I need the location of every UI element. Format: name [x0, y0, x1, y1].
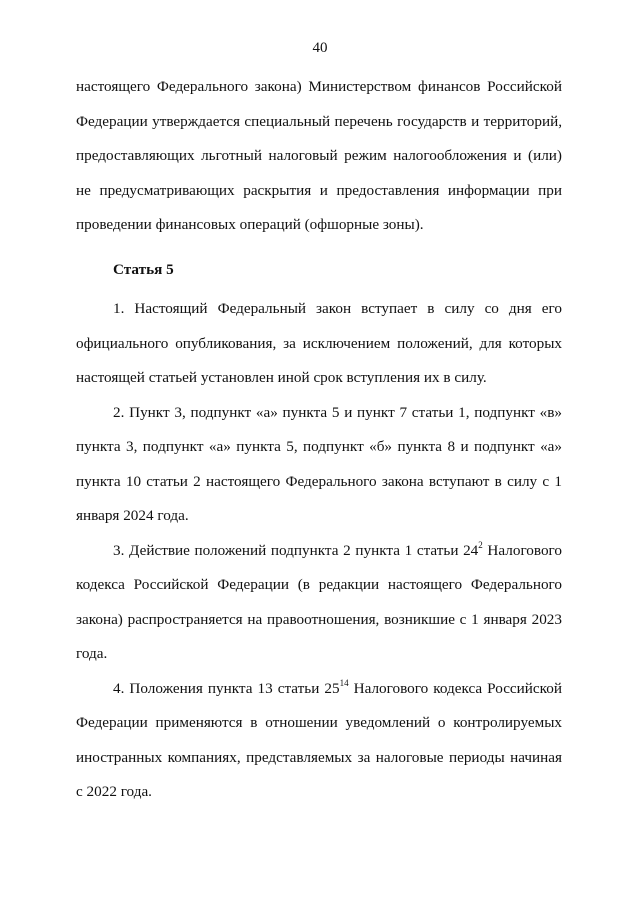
item-4-superscript: 14 — [339, 677, 349, 688]
article-item-2: 2. Пункт 3, подпункт «а» пункта 5 и пункт 7 статьи 1, подпункт «в» пункта 3, подпункт «а» пункта 5, подпункт «б» пункта 8 и подпункт «а» пункта 10 статьи 2 настоящего Федерального закона вступают в силу с 1 января 2024 года. — [76, 403, 562, 524]
article-heading: Статья 5 — [113, 260, 174, 278]
item-4-text-start: 4. Положения пункта 13 статьи 25 — [113, 679, 340, 697]
article-item-1: 1. Настоящий Федеральный закон вступает в силу со дня его официального опубликования, за исключением положений, для которых настоящей статьей установлен иной срок вступления их в силу. — [76, 300, 562, 386]
article-item-4 — [76, 672, 562, 810]
continuation-paragraph: настоящего Федерального закона) Министерством финансов Российской Федерации утверждается специальный перечень государств и территорий, предоставляющих льготный налоговый режим налогообложения и (или) не предусматривающих раскрытия и предоставления информации при проведении финансовых операций (офшорные зоны). — [76, 78, 562, 233]
item-4-text-end: Налогового кодекса Российской Федерации применяются в отношении уведомлений о контролируемых иностранных компаниях, представляемых за налоговые периоды начиная с 2022 года. — [76, 679, 562, 800]
item-3-superscript: 2 — [478, 539, 483, 550]
document-body — [76, 70, 562, 810]
article-item-3 — [76, 534, 562, 672]
item-3-text-end: Налогового кодекса Российской Федерации (в редакции настоящего Федерального закона) распространяется на правоотношения, возникшие с 1 января 2023 года. — [76, 541, 562, 662]
page-number: 40 — [312, 40, 328, 56]
item-3-text-start: 3. Действие положений подпункта 2 пункта 1 статьи 24 — [113, 541, 479, 559]
